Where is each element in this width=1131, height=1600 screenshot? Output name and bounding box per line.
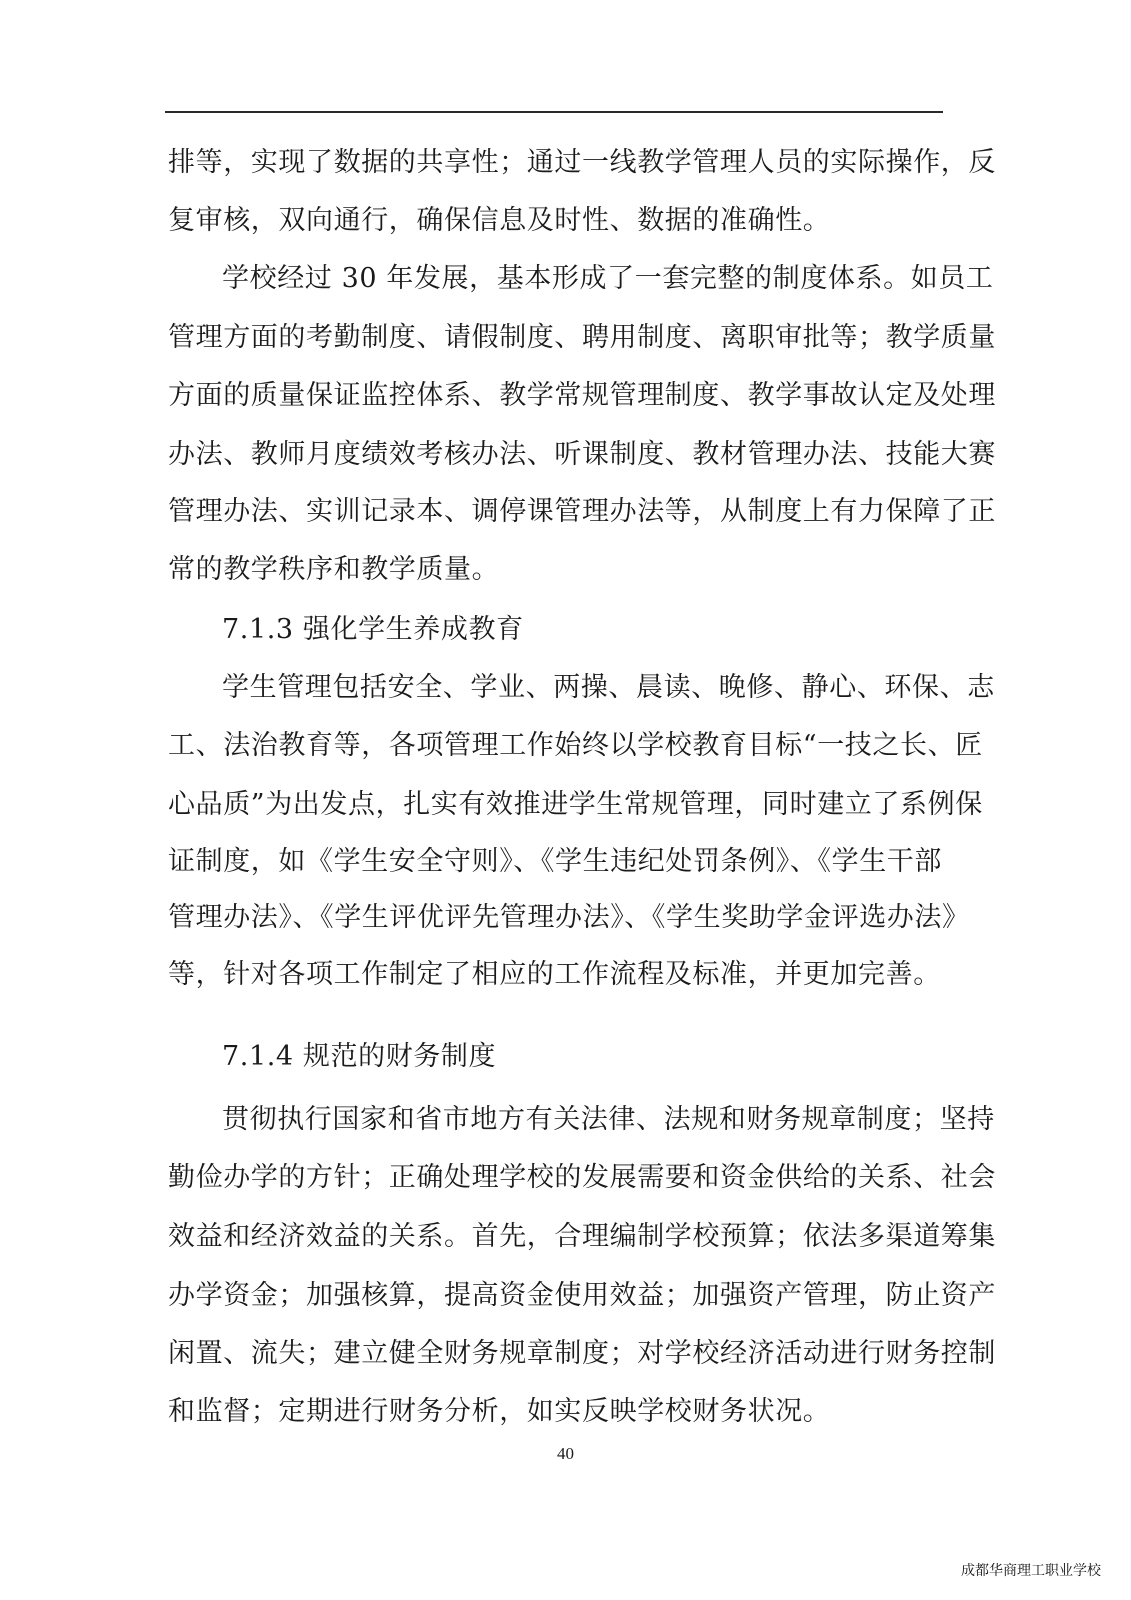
paragraph-line: 学生管理包括安全、学业、两操、晨读、晚修、静心、环保、志: [222, 672, 995, 703]
paragraph-line: 贯彻执行国家和省市地方有关法律、法规和财务规章制度；坚持: [222, 1104, 995, 1135]
paragraph-line: 办法、教师月度绩效考核办法、听课制度、教材管理办法、技能大赛: [168, 439, 996, 470]
paragraph-line: 排等，实现了数据的共享性；通过一线教学管理人员的实际操作，反: [168, 147, 996, 178]
section-heading-7-1-3: 7.1.3 强化学生养成教育: [222, 614, 524, 645]
paragraph-line: 方面的质量保证监控体系、教学常规管理制度、教学事故认定及处理: [168, 380, 996, 411]
paragraph-line: 常的教学秩序和教学质量。: [168, 554, 500, 585]
paragraph-line: 闲置、流失；建立健全财务规章制度；对学校经济活动进行财务控制: [168, 1338, 996, 1369]
paragraph-line: 管理办法》、《学生评优评先管理办法》、《学生奖助学金评选办法》: [168, 902, 970, 933]
page-number: 40: [557, 1444, 574, 1463]
paragraph-line: 管理办法、实训记录本、调停课管理办法等，从制度上有力保障了正: [168, 496, 996, 527]
paragraph-line: 复审核，双向通行，确保信息及时性、数据的准确性。: [168, 205, 831, 236]
section-heading-7-1-4: 7.1.4 规范的财务制度: [222, 1041, 497, 1072]
paragraph-line: 管理方面的考勤制度、请假制度、聘用制度、离职审批等；教学质量: [168, 322, 996, 353]
paragraph-line: 等，针对各项工作制定了相应的工作流程及标准，并更加完善。: [168, 959, 941, 990]
paragraph-line: 效益和经济效益的关系。首先，合理编制学校预算；依法多渠道筹集: [168, 1221, 996, 1252]
header-rule: [165, 111, 943, 113]
paragraph-line: 和监督；定期进行财务分析，如实反映学校财务状况。: [168, 1396, 831, 1427]
footer-school-name: 成都华商理工职业学校: [961, 1563, 1101, 1579]
paragraph-line: 办学资金；加强核算，提高资金使用效益；加强资产管理，防止资产: [168, 1280, 996, 1311]
paragraph-line: 学校经过 30 年发展，基本形成了一套完整的制度体系。如员工: [222, 263, 994, 294]
paragraph-line: 勤俭办学的方针；正确处理学校的发展需要和资金供给的关系、社会: [168, 1162, 996, 1193]
paragraph-line: 心品质”为出发点，扎实有效推进学生常规管理，同时建立了系例保: [168, 789, 983, 820]
paragraph-line: 工、法治教育等，各项管理工作始终以学校教育目标“一技之长、匠: [168, 730, 983, 761]
paragraph-line: 证制度，如《学生安全守则》、《学生违纪处罚条例》、《学生干部: [168, 846, 942, 877]
